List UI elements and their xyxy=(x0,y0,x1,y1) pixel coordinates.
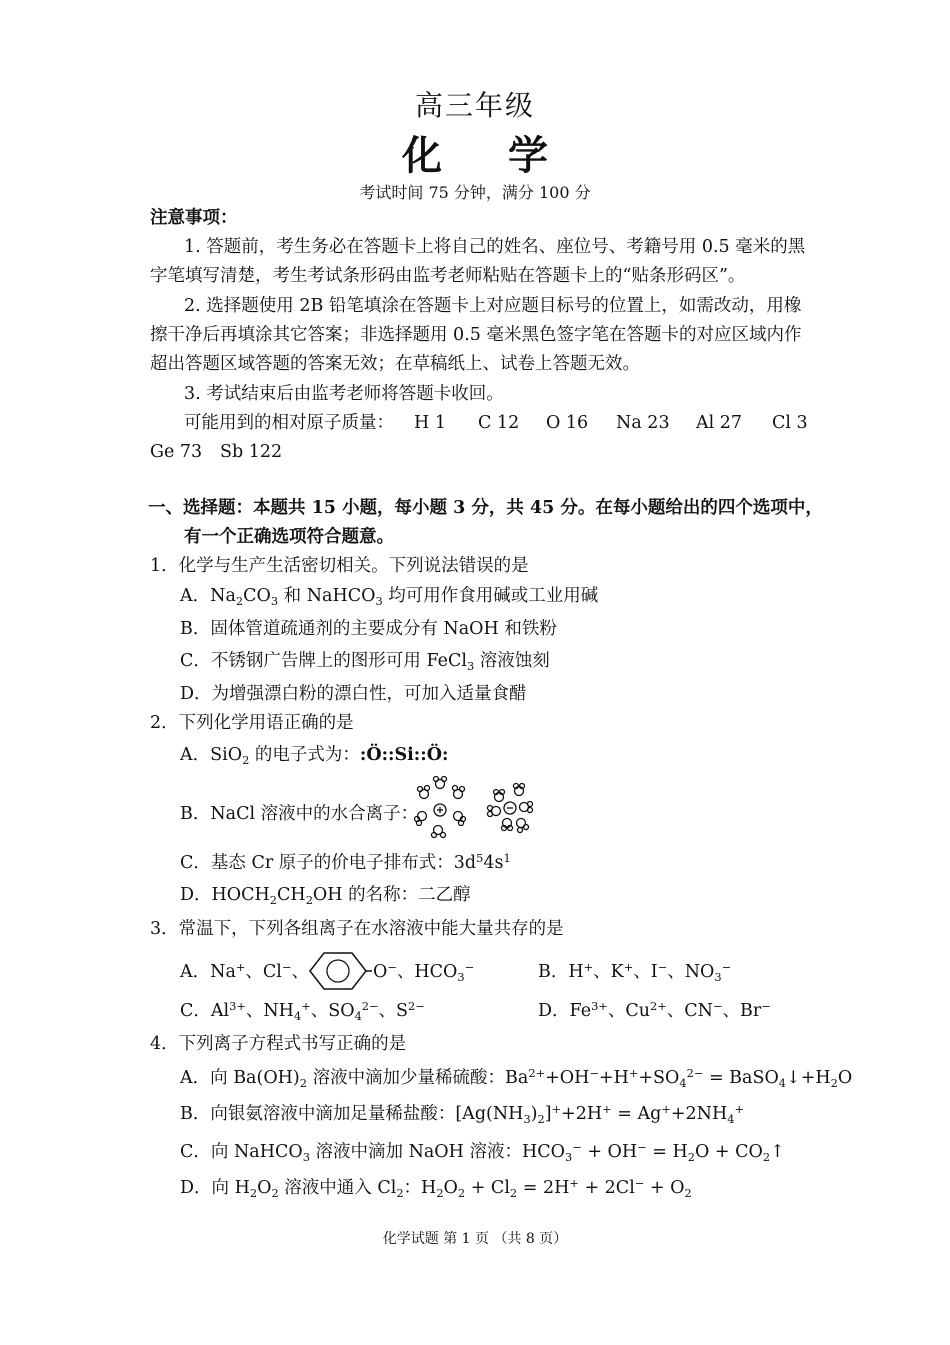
q3-option-a-part2: O−、$HCO_3^-$ xyxy=(373,959,475,984)
q1-stem: 1．化学与生产生活密切相关。下列说法错误的是 xyxy=(150,556,529,576)
q2-option-c: C．基态 Cr 原子的价电子排布式：$3d^54s^1$ xyxy=(180,850,511,873)
section1-heading-line1: 一、选择题：本题共 15 小题，每小题 3 分，共 45 分。在每小题给出的四个选项中， xyxy=(148,498,823,518)
q1-option-d: D．为增强漂白粉的漂白性，可加入适量食醋 xyxy=(180,684,527,704)
q2-option-b: B．NaCl 溶液中的水合离子： xyxy=(180,804,419,824)
q1-option-a: A．$Na_2CO_3$ 和 NaHCO$_3$ 均可用作食用碱或工业用碱 xyxy=(180,586,599,608)
q3-option-d: D．$Fe^{3+}$、$Cu^{2+}$、CN−、Br− xyxy=(538,998,771,1021)
hydrated-ions-diagram xyxy=(410,772,540,842)
page-footer: 化学试题 第 1 页 （共 8 页） xyxy=(382,1231,568,1247)
hydrated-cation-icon xyxy=(415,777,466,838)
atomic-mass-label: 可能用到的相对原子质量： xyxy=(184,413,394,433)
notice-item3: 3. 考试结束后由监考老师将答题卡收回。 xyxy=(184,384,504,404)
q4-stem: 4．下列离子方程式书写正确的是 xyxy=(150,1034,407,1054)
exam-grade: 高三年级 xyxy=(414,89,535,122)
notice-item1-line1: 1. 答题前，考生务必在答题卡上将自己的姓名、座位号、考籍号用 0.5 毫米的黑 xyxy=(184,237,806,257)
atomic-mass-ge: Ge 73 xyxy=(150,442,203,462)
exam-subject-title: 化 学 xyxy=(402,132,574,179)
hydrated-anion-icon xyxy=(488,784,533,833)
q1-option-c: C．不锈钢广告牌上的图形可用 FeCl$_3$ 溶液蚀刻 xyxy=(180,651,550,673)
q2-option-a: A．SiO$_2$ 的电子式为：:Ö::Si::Ö: xyxy=(180,745,449,767)
notice-item1-line2: 字笔填写清楚，考生考试条形码由监考老师粘贴在答题卡上的“贴条形码区”。 xyxy=(150,266,746,286)
q4-option-d: D．向 $H_2O_2$ 溶液中通入 $Cl_2$：$H_2O_2 + Cl_2 = 2H^+ + 2Cl^- + O_2$ xyxy=(180,1175,692,1200)
q2-stem: 2．下列化学用语正确的是 xyxy=(150,713,354,733)
atomic-mass-o: O 16 xyxy=(546,413,589,433)
q2-option-d: D．$HOCH_2CH_2OH$ 的名称：二乙醇 xyxy=(180,885,471,907)
phenoxide-benzene-ring-icon xyxy=(312,951,372,991)
notice-item2-line3: 超出答题区域答题的答案无效；在草稿纸上、试卷上答题无效。 xyxy=(150,354,640,374)
q3-option-a-part1: A．Na+、Cl−、 xyxy=(180,959,309,982)
q4-option-b: B．向银氨溶液中滴加足量稀盐酸：$[Ag(NH_3)_2]^++2H^+ = Ag^++2NH_4^+$ xyxy=(180,1101,744,1126)
q4-option-c: C．向 NaHCO$_3$ 溶液中滴加 NaOH 溶液：$HCO_3^- + OH^- = H_2O$ + $CO_2↑$ xyxy=(180,1139,785,1164)
section1-heading-line2: 有一个正确选项符合题意。 xyxy=(184,527,394,547)
atomic-mass-cl: Cl 3 xyxy=(772,413,808,433)
atomic-mass-na: Na 23 xyxy=(616,413,670,433)
atomic-mass-sb: Sb 122 xyxy=(220,442,283,462)
notice-item2-line2: 擦干净后再填涂其它答案；非选择题用 0.5 毫米黑色签字笔在答题卡的对应区域内作 xyxy=(150,325,802,345)
atomic-mass-al: Al 27 xyxy=(696,413,743,433)
q3-stem: 3．常温下，下列各组离子在水溶液中能大量共存的是 xyxy=(150,919,564,939)
q3-option-c: C．$Al^{3+}$、$NH_4^+$、$SO_4^{2-}$、$S^{2-}$ xyxy=(180,998,425,1023)
notice-title: 注意事项： xyxy=(150,208,238,228)
q3-option-b: B．H+、K+、I−、$NO_3^-$ xyxy=(538,959,732,984)
q1-option-b: B．固体管道疏通剂的主要成分有 NaOH 和铁粉 xyxy=(180,619,557,639)
atomic-mass-h: H 1 xyxy=(414,413,446,433)
notice-item2-line1: 2. 选择题使用 2B 铅笔填涂在答题卡上对应题目标号的位置上，如需改动，用橡 xyxy=(184,296,802,316)
q4-option-a: A．向 $Ba(OH)_2$ 溶液中滴加少量稀硫酸：$Ba^{2+}+OH^-+H^++SO_4^{2-}$ = $BaSO_4↓+H_2O$ xyxy=(180,1065,853,1090)
exam-time-info: 考试时间 75 分钟，满分 100 分 xyxy=(359,183,591,202)
atomic-mass-c: C 12 xyxy=(478,413,520,433)
